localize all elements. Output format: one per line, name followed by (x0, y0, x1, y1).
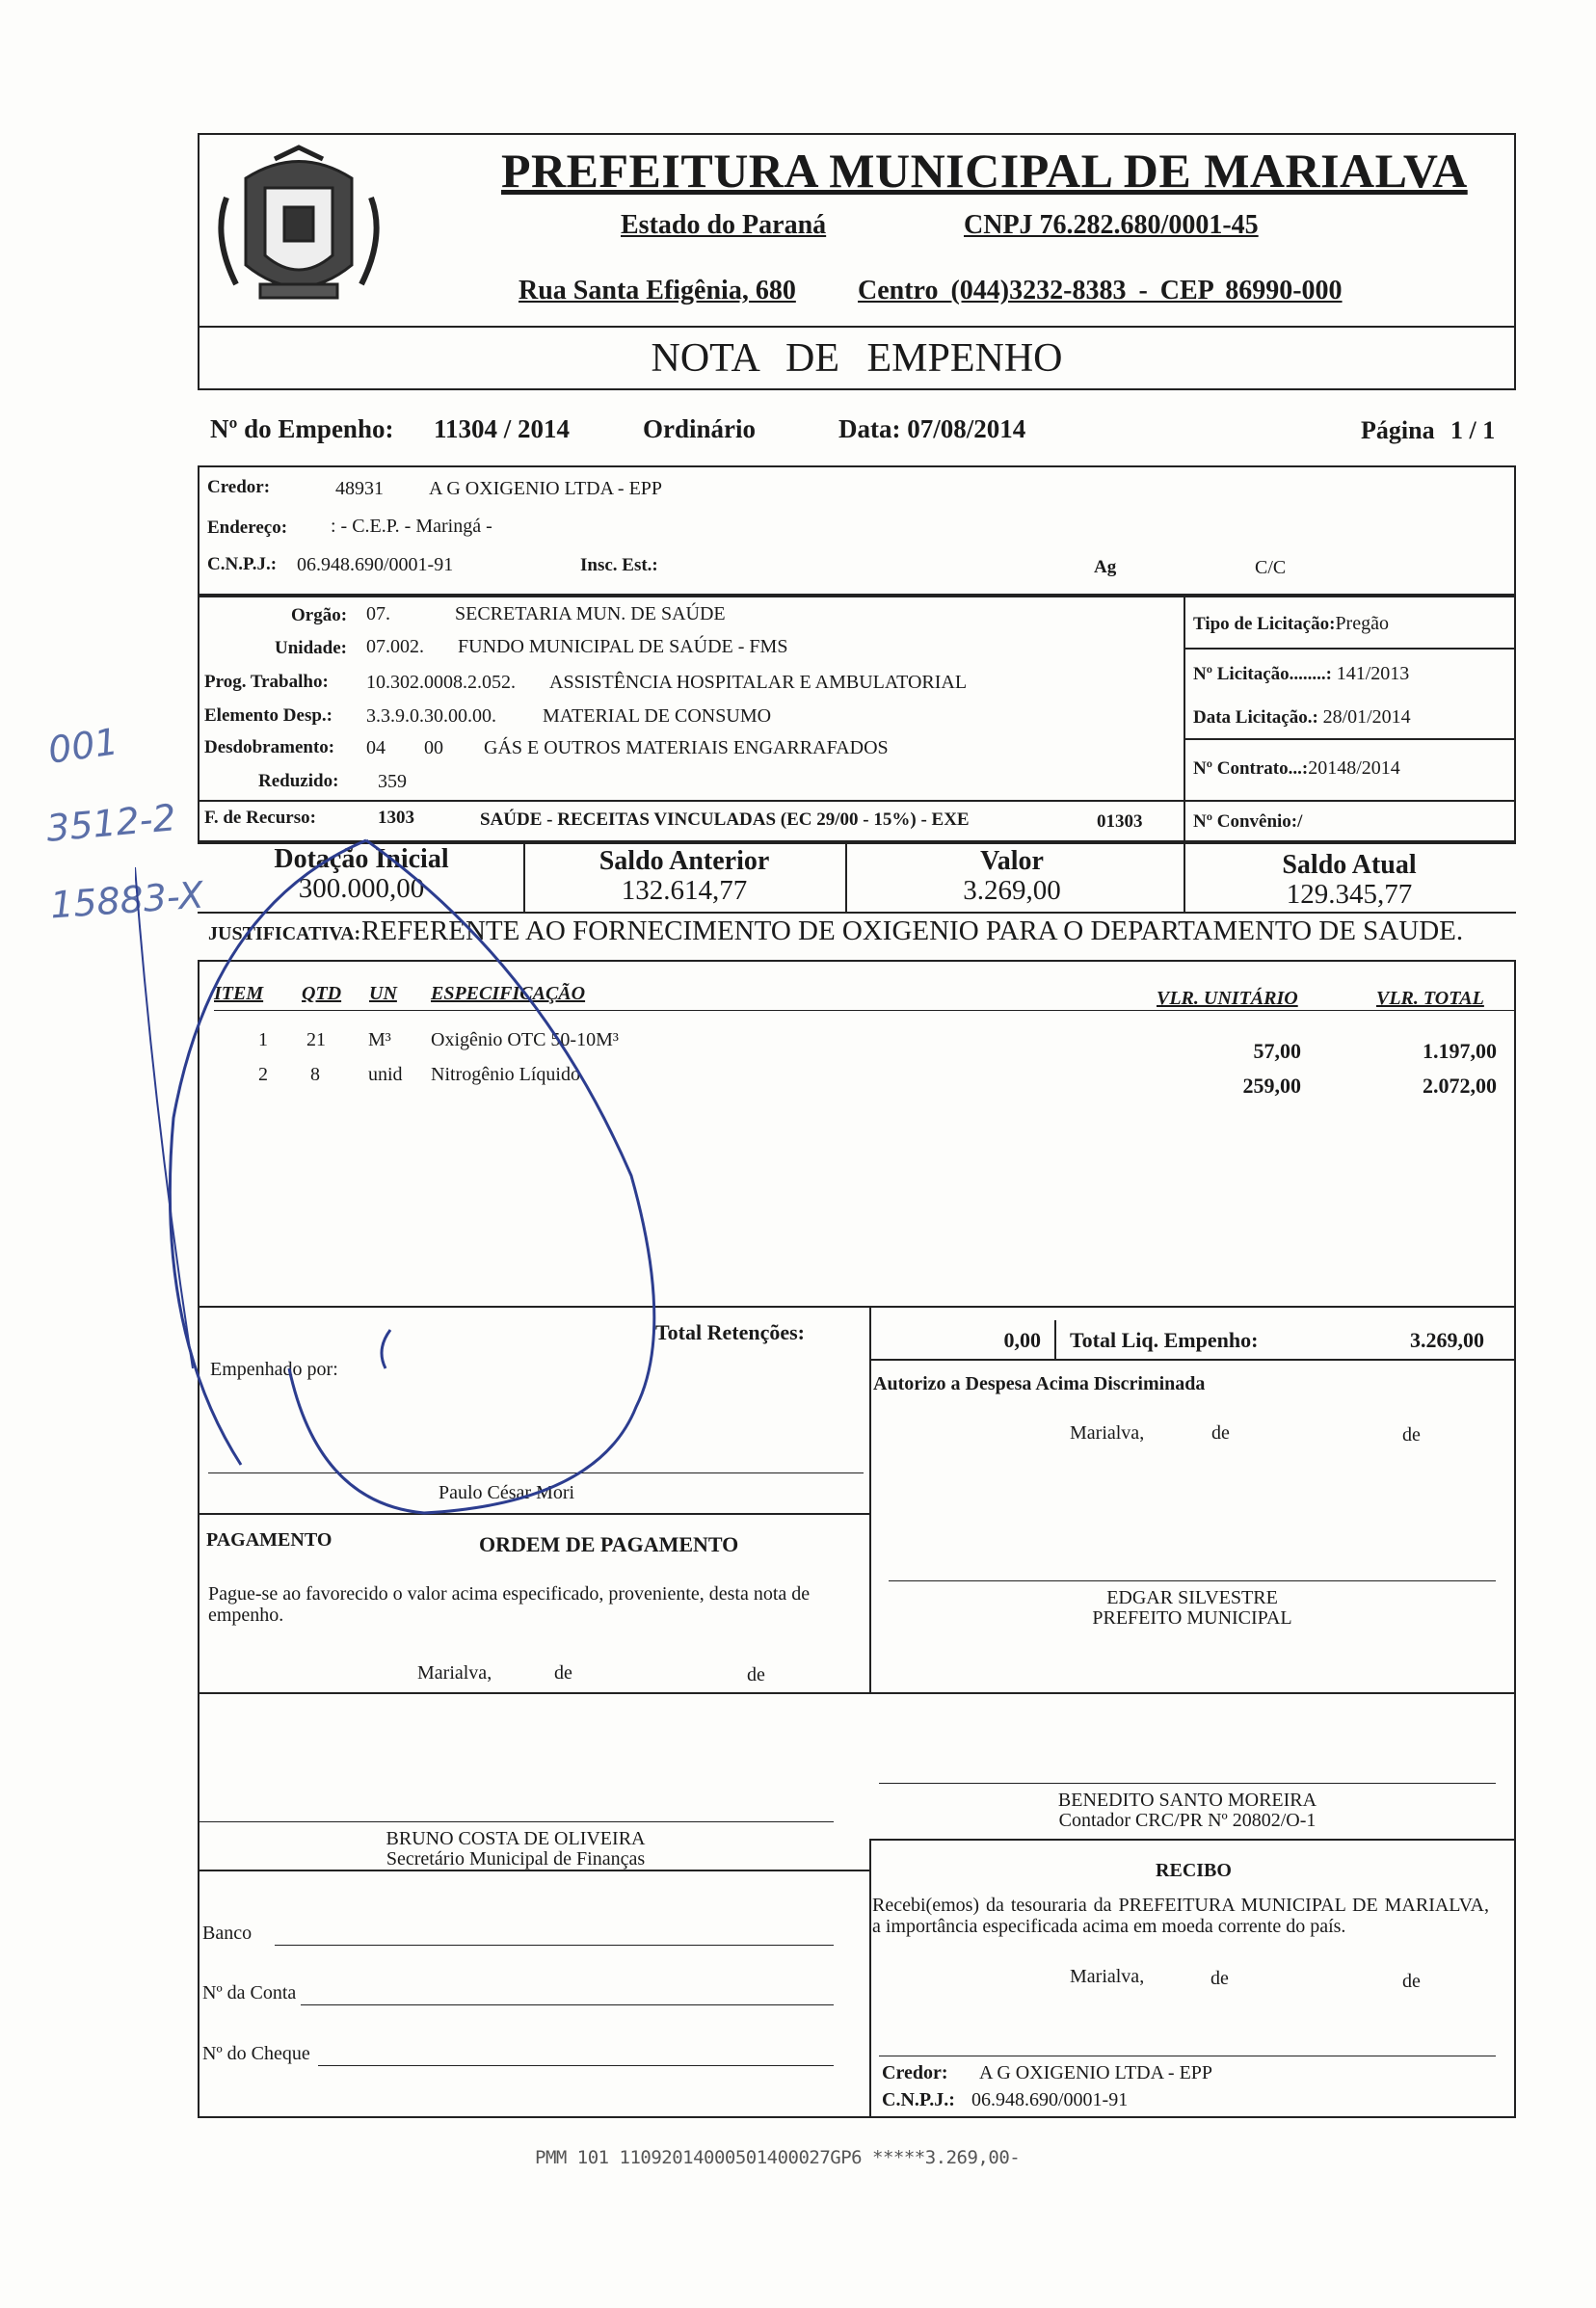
tipo-licitacao-value: Pregão (1335, 613, 1389, 634)
pagamento-de2: de (747, 1664, 765, 1685)
justificativa-label: JUSTIFICATIVA: (208, 923, 361, 944)
recibo-de1: de (1210, 1968, 1229, 1989)
header-divider (198, 326, 1516, 328)
col-qtd: QTD (302, 983, 342, 1004)
item-qtd: 8 (310, 1064, 320, 1085)
saldo-anterior-label: Saldo Anterior (598, 846, 770, 876)
prog-label: Prog. Trabalho: (204, 672, 329, 692)
pagamento-text: Pague-se ao favorecido o valor acima especificado, proveniente, desta nota de empenho. (208, 1583, 811, 1626)
cheque-line (318, 2065, 834, 2066)
num-licitacao (1193, 663, 1409, 685)
licitacao-line-1 (1184, 648, 1516, 650)
unidade-label: Unidade: (275, 638, 347, 658)
prefeito-name: EDGAR SILVESTRE (1106, 1587, 1278, 1608)
orgao-name: SECRETARIA MUN. DE SAÚDE (455, 603, 726, 624)
recurso-label: F. de Recurso: (204, 808, 316, 828)
recibo-title: RECIBO (1156, 1860, 1232, 1881)
item-vlr-total: 2.072,00 (1423, 1074, 1497, 1098)
valor-label: Valor (980, 846, 1044, 876)
num-licitacao-value: 141/2013 (1336, 663, 1410, 684)
empenhado-name: Paulo César Mori (439, 1482, 575, 1503)
item-un: unid (368, 1064, 403, 1085)
orgao-label: Orgão: (291, 605, 348, 625)
pagamento-city: Marialva, (417, 1662, 492, 1684)
saldo-atual-value: 129.345,77 (1286, 879, 1413, 910)
recurso-top-line (198, 800, 1184, 802)
cnpj-label: C.N.P.J.: (207, 554, 278, 574)
saldo-anterior-value: 132.614,77 (621, 875, 748, 906)
recurso-number: 01303 (1097, 811, 1143, 832)
dotacao-label: Dotação Inicial (274, 844, 449, 874)
credor-code: 48931 (335, 478, 384, 499)
recibo-cnpj: 06.948.690/0001-91 (971, 2089, 1129, 2110)
conta-line (301, 2004, 834, 2005)
valor-value: 3.269,00 (963, 875, 1061, 906)
item-especificacao: Oxigênio OTC 50-10M³ (431, 1029, 619, 1050)
insc-label: Insc. Est.: (580, 555, 658, 575)
autorizo-text: Autorizo a Despesa Acima Discriminada (873, 1373, 1206, 1394)
recibo-credor: A G OXIGENIO LTDA - EPP (979, 2062, 1213, 2083)
prog-code: 10.302.0008.2.052. (366, 672, 516, 693)
recurso-name: SAÚDE - RECEITAS VINCULADAS (EC 29/00 - 15%) - EXE (480, 809, 970, 830)
item-number: 1 (258, 1029, 268, 1050)
item-un: M³ (368, 1029, 391, 1050)
coat-of-arms-icon (207, 140, 390, 323)
header-address: Centro (044)3232-8383 - CEP 86990-000 (858, 276, 1343, 305)
data-licitacao-value: 28/01/2014 (1322, 706, 1411, 728)
tipo-licitacao-label-text: Tipo de Licitação: (1193, 614, 1336, 634)
desdobramento-b: 00 (424, 737, 443, 758)
orgao-code: 07. (366, 603, 390, 624)
totais-line-2 (869, 1359, 1516, 1361)
tipo-licitacao-label (1193, 613, 1389, 635)
totais-vline (869, 1306, 871, 1694)
handwritten-ellipse-icon (135, 829, 675, 1523)
empenho-label: Nº do Empenho: (210, 414, 394, 443)
col-vlr-unitario: VLR. UNITÁRIO (1157, 988, 1298, 1009)
empenho-type: Ordinário (643, 414, 757, 443)
cc-label: C/C (1255, 557, 1287, 578)
elemento-label: Elemento Desp.: (204, 705, 332, 726)
saldos-vline-2 (845, 842, 847, 912)
conta-label: Nº da Conta (202, 1982, 297, 2003)
contrato-value: 20148/2014 (1308, 757, 1400, 779)
credor-name: A G OXIGENIO LTDA - EPP (429, 478, 663, 499)
credor-label: Credor: (207, 477, 271, 497)
retencoes-value: 0,00 (1003, 1328, 1041, 1352)
col-vlr-total: VLR. TOTAL (1376, 988, 1484, 1009)
recibo-city: Marialva, (1070, 1966, 1145, 1987)
recurso-code: 1303 (378, 808, 414, 828)
margin-note-1: 001 (45, 720, 121, 772)
desdobramento-a: 04 (366, 737, 386, 758)
item-number: 2 (258, 1064, 268, 1085)
col-item: ITEM (214, 983, 264, 1004)
col-un: UN (369, 983, 397, 1004)
pagamento-de1: de (554, 1662, 572, 1684)
licitacao-line-2 (1184, 738, 1516, 740)
empenho-number: 11304 / 2014 (434, 414, 571, 443)
justificativa-text: REFERENTE AO FORNECIMENTO DE OXIGENIO PARA O DEPARTAMENTO DE SAUDE. (361, 915, 1464, 946)
data-licitacao (1193, 706, 1411, 729)
elemento-name: MATERIAL DE CONSUMO (543, 705, 772, 727)
desdobramento-name: GÁS E OUTROS MATERIAIS ENGARRAFADOS (484, 737, 889, 758)
col-especificacao: ESPECIFICAÇÃO (431, 983, 586, 1004)
ordem-pagamento: ORDEM DE PAGAMENTO (479, 1532, 739, 1556)
autorizo-de2: de (1402, 1424, 1421, 1446)
empenho-date: Data: 07/08/2014 (838, 414, 1026, 443)
recibo-cnpj-label: C.N.P.J.: (882, 2089, 955, 2110)
retencoes-label: Total Retenções: (655, 1320, 805, 1344)
header-state: Estado do Paraná (621, 210, 827, 240)
dotacao-value: 300.000,00 (298, 873, 425, 904)
margin-note-3: 15883-X (48, 873, 205, 927)
elemento-code: 3.3.9.0.30.00.00. (366, 705, 496, 727)
reduzido-label: Reduzido: (258, 771, 339, 791)
recibo-top-line (869, 1839, 1516, 1841)
saldos-vline-3 (1184, 842, 1185, 912)
banco-label: Banco (202, 1923, 253, 1944)
item-vlr-unitario: 259,00 (1242, 1074, 1301, 1098)
liq-label: Total Liq. Empenho: (1070, 1328, 1259, 1352)
contrato-label: Nº Contrato...: (1193, 758, 1309, 779)
contador-name: BENEDITO SANTO MOREIRA (1057, 1790, 1317, 1811)
item-especificacao: Nitrogênio Líquido (431, 1064, 580, 1085)
reduzido-value: 359 (378, 771, 407, 792)
empenhado-label: Empenhado por: (210, 1359, 338, 1380)
secretario-name: BRUNO COSTA DE OLIVEIRA (386, 1828, 646, 1849)
totais-vline-2 (1054, 1320, 1056, 1359)
convenio-label: Nº Convênio:/ (1193, 811, 1303, 832)
lower-left-top-line (198, 1870, 869, 1871)
orcamento-vdivider (1184, 596, 1185, 842)
page-title: PREFEITURA MUNICIPAL DE MARIALVA (501, 144, 1468, 198)
recibo-de2: de (1402, 1971, 1421, 1992)
prefeito-signature-line (889, 1580, 1496, 1581)
endereco-label: Endereço: (207, 517, 288, 538)
saldo-atual-label: Saldo Atual (1282, 850, 1417, 880)
page-number: 1 / 1 (1450, 416, 1496, 444)
cnpj-value: 06.948.690/0001-91 (297, 554, 454, 575)
endereco-value: : - C.E.P. - Maringá - (331, 516, 492, 537)
item-vlr-total: 1.197,00 (1423, 1039, 1497, 1063)
unidade-code: 07.002. (366, 636, 424, 657)
licitacao-line-3 (1184, 800, 1516, 802)
item-qtd: 21 (306, 1029, 326, 1050)
recibo-text: Recebi(emos) da tesouraria da PREFEITURA MUNICIPAL DE MARIALVA, a importância especificada acima em moeda corrente do país. (872, 1895, 1489, 1937)
ag-label: Ag (1094, 557, 1117, 577)
cheque-label: Nº do Cheque (202, 2043, 310, 2064)
prefeito-role: PREFEITO MUNICIPAL (1092, 1607, 1292, 1629)
margin-note-2: 3512-2 (44, 796, 178, 850)
banco-line (275, 1945, 834, 1946)
autorizo-city: Marialva, (1070, 1422, 1145, 1444)
page-label: Página (1361, 416, 1435, 444)
autorizo-de1: de (1211, 1422, 1230, 1444)
document-title: NOTA DE EMPENHO (651, 336, 1063, 381)
unidade-name: FUNDO MUNICIPAL DE SAÚDE - FMS (458, 636, 788, 657)
prog-name: ASSISTÊNCIA HOSPITALAR E AMBULATORIAL (549, 672, 968, 693)
item-vlr-unitario: 57,00 (1253, 1039, 1301, 1063)
contador-role: Contador CRC/PR Nº 20802/O-1 (1058, 1810, 1317, 1831)
num-licitacao-label: Nº Licitação........: (1193, 664, 1332, 684)
header-cnpj: CNPJ 76.282.680/0001-45 (964, 210, 1259, 240)
header-street: Rua Santa Efigênia, 680 (519, 276, 796, 305)
desdobramento-label: Desdobramento: (204, 737, 335, 757)
liq-value: 3.269,00 (1410, 1328, 1484, 1352)
contrato (1193, 757, 1400, 780)
pagamento-label: PAGAMENTO (206, 1529, 332, 1551)
data-licitacao-label: Data Licitação.: (1193, 707, 1318, 728)
recibo-credor-label: Credor: (882, 2062, 948, 2083)
secretario-role: Secretário Municipal de Finanças (386, 1848, 646, 1870)
footer-code: PMM 101 11092014000501400027GP6 *****3.269,00- (535, 2147, 1021, 2168)
